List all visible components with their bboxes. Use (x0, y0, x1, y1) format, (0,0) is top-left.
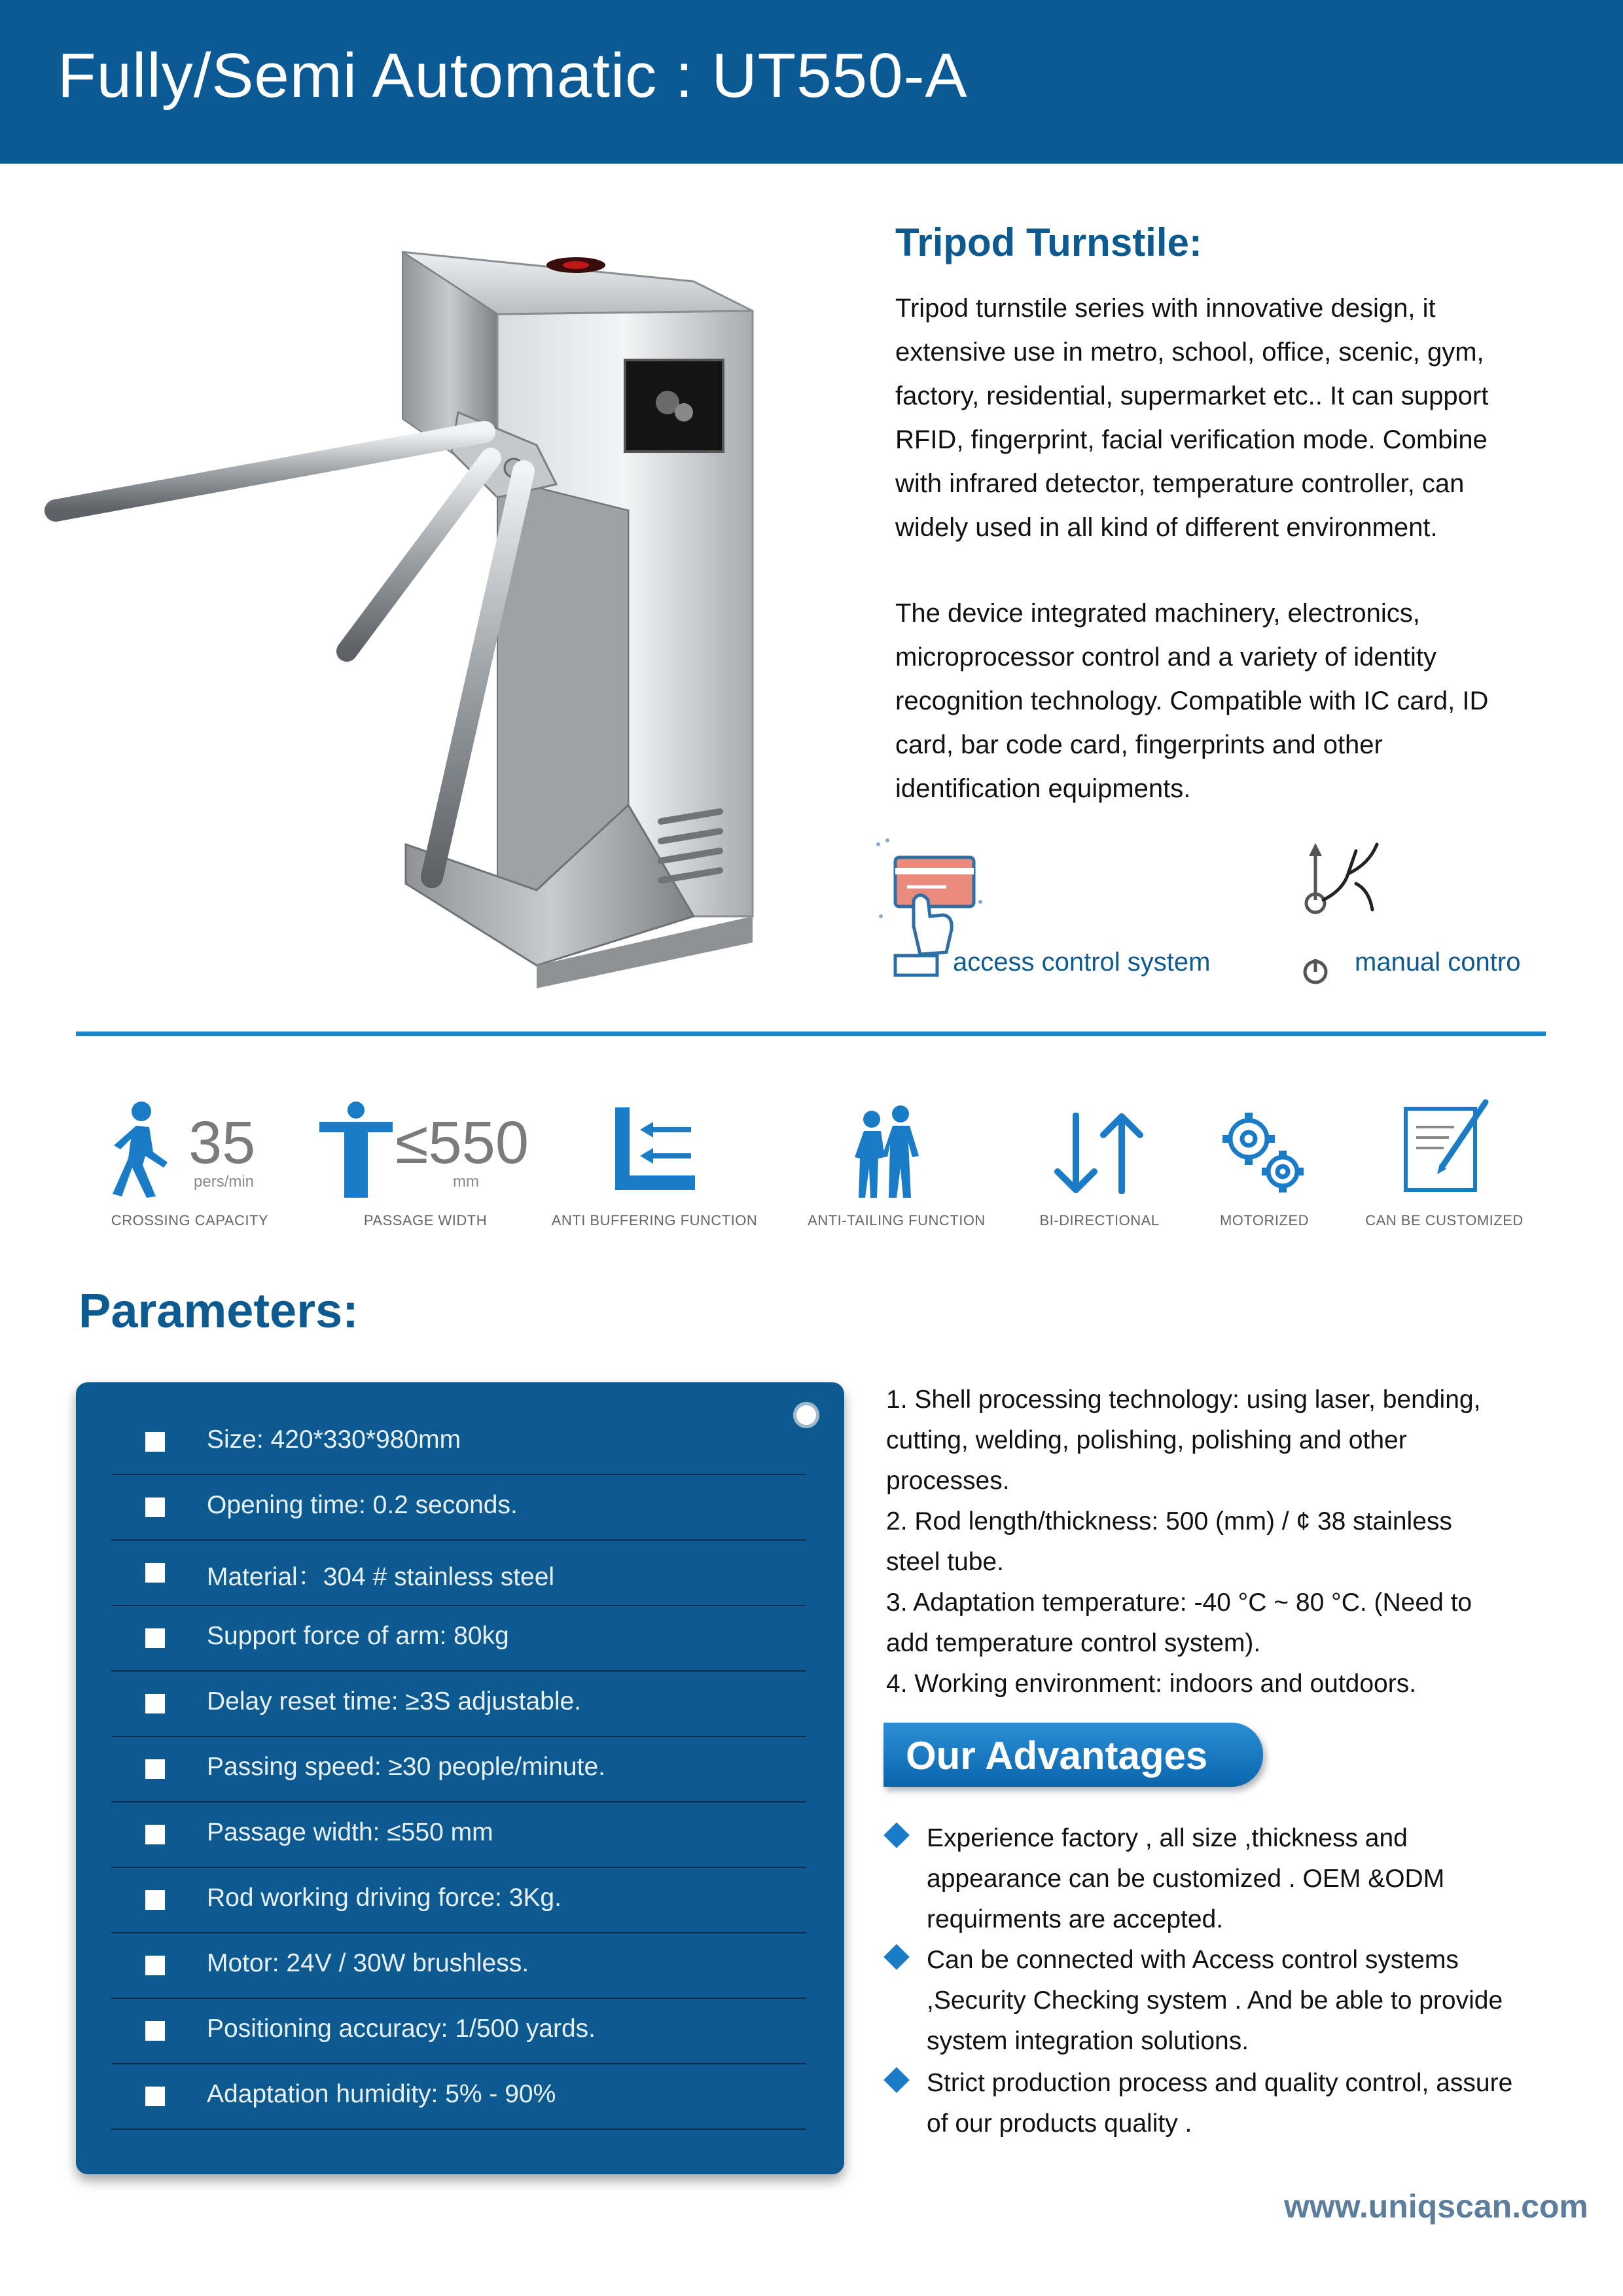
square-bullet-icon (145, 2087, 165, 2106)
advantage-line: Strict production process and quality control, assure (927, 2069, 1513, 2097)
intro-paragraph-1 (895, 287, 1550, 550)
parameter-row (111, 1932, 806, 1999)
text-line: identification equipments. (895, 774, 1191, 803)
advantage-line: requirments are accepted. (927, 1905, 1224, 1933)
advantage-item (927, 1818, 1568, 1940)
parameter-row (111, 1801, 806, 1868)
parameter-row (111, 1605, 806, 1672)
spec-line: 4. Working environment: indoors and outdoors. (886, 1670, 1417, 1698)
parameter-text: Material：304 # stainless steel (207, 1563, 555, 1591)
access-control-label: access control system (953, 948, 1211, 977)
square-bullet-icon (145, 2021, 165, 2041)
spec-line: 1. Shell processing technology: using laser, bending, (886, 1386, 1481, 1414)
up-down-arrows-icon (1050, 1113, 1148, 1194)
intro-paragraph-2 (895, 592, 1550, 811)
diamond-bullet-icon (883, 2067, 910, 2093)
spec-line: cutting, welding, polishing, polishing and other (886, 1426, 1407, 1454)
advantages-title: Our Advantages (906, 1734, 1208, 1778)
website-link[interactable]: www.uniqscan.com (1284, 2188, 1588, 2225)
square-bullet-icon (145, 1694, 165, 1713)
parameter-text: Adaptation humidity: 5% - 90% (207, 2080, 556, 2108)
anti-buffering-icon (613, 1107, 698, 1190)
motorized-label: MOTORIZED (1219, 1212, 1310, 1229)
advantage-line: ,Security Checking system . And be able to provide (927, 1986, 1503, 2015)
parameter-row (111, 1867, 806, 1933)
gears-icon (1219, 1109, 1308, 1198)
two-people-icon (851, 1105, 923, 1198)
advantage-item (927, 2063, 1568, 2144)
advantage-line: of our products quality . (927, 2109, 1192, 2138)
text-line: extensive use in metro, school, office, scenic, gym, (895, 338, 1484, 367)
passage-width-unit: mm (453, 1173, 479, 1191)
advantage-line: appearance can be customized . OEM &ODM (927, 1865, 1445, 1893)
text-line: card, bar code card, fingerprints and other (895, 730, 1383, 759)
parameter-row (111, 2063, 806, 2130)
text-line: recognition technology. Compatible with IC card, ID (895, 687, 1489, 715)
square-bullet-icon (145, 1498, 165, 1517)
square-bullet-icon (145, 1825, 165, 1844)
parameter-text: Rod working driving force: 3Kg. (207, 1884, 562, 1912)
parameter-row (111, 1539, 806, 1606)
square-bullet-icon (145, 1432, 165, 1452)
spec-line: 2. Rod length/thickness: 500 (mm) / ¢ 38 stainless (886, 1507, 1452, 1535)
parameter-text: Passing speed: ≥30 people/minute. (207, 1753, 605, 1781)
parameter-text: Size: 420*330*980mm (207, 1426, 461, 1454)
text-line: factory, residential, supermarket etc.. It can support (895, 382, 1489, 410)
document-pen-icon (1402, 1098, 1491, 1194)
parameter-text: Passage width: ≤550 mm (207, 1818, 493, 1846)
section-divider (76, 1031, 1546, 1036)
square-bullet-icon (145, 1563, 165, 1583)
spec-list (886, 1380, 1573, 1704)
spec-line: steel tube. (886, 1548, 1004, 1576)
customized-label: CAN BE CUSTOMIZED (1365, 1212, 1524, 1229)
text-line: Tripod turnstile series with innovative design, it (895, 294, 1436, 323)
passage-width-label: PASSAGE WIDTH (363, 1212, 488, 1229)
bidirectional-label: BI-DIRECTIONAL (1039, 1212, 1160, 1229)
parameter-row (111, 1670, 806, 1737)
person-arms-out-icon (319, 1101, 393, 1198)
advantage-line: system integration solutions. (927, 2027, 1249, 2055)
advantage-item (927, 1940, 1568, 2062)
diamond-bullet-icon (883, 1822, 910, 1848)
parameter-text: Delay reset time: ≥3S adjustable. (207, 1687, 582, 1715)
diamond-bullet-icon (883, 1944, 910, 1970)
parameter-text: Positioning accuracy: 1/500 yards. (207, 2015, 596, 2043)
text-line: microprocessor control and a variety of identity (895, 643, 1437, 672)
text-line: with infrared detector, temperature controller, can (895, 469, 1465, 498)
parameter-row (111, 1736, 806, 1803)
square-bullet-icon (145, 1759, 165, 1779)
crossing-capacity-label: CROSSING CAPACITY (111, 1212, 269, 1229)
parameter-row (111, 1998, 806, 2064)
text-line: widely used in all kind of different environment. (895, 513, 1438, 542)
square-bullet-icon (145, 1890, 165, 1910)
parameters-title: Parameters: (79, 1283, 359, 1338)
parameter-text: Motor: 24V / 30W brushless. (207, 1949, 529, 1977)
manual-control-label: manual contro (1355, 948, 1521, 977)
square-bullet-icon (145, 1628, 165, 1648)
parameter-row (111, 1474, 806, 1541)
spec-line: processes. (886, 1467, 1010, 1495)
spec-line: 3. Adaptation temperature: -40 °C ~ 80 °C. (Need to (886, 1588, 1472, 1617)
page-header (0, 0, 1623, 164)
walking-person-icon (102, 1100, 174, 1198)
advantage-line: Experience factory , all size ,thickness and (927, 1824, 1408, 1852)
text-line: The device integrated machinery, electronics, (895, 599, 1420, 628)
page-title: Fully/Semi Automatic : UT550-A (58, 41, 968, 111)
parameter-text: Support force of arm: 80kg (207, 1622, 509, 1650)
passage-width-value: ≤550 (395, 1109, 529, 1176)
square-bullet-icon (145, 1956, 165, 1975)
advantage-line: Can be connected with Access control systems (927, 1946, 1459, 1974)
parameter-row (111, 1408, 806, 1475)
crossing-capacity-unit: pers/min (194, 1173, 255, 1191)
intro-title: Tripod Turnstile: (895, 221, 1202, 264)
tripod-turnstile-image (39, 236, 812, 995)
parameter-text: Opening time: 0.2 seconds. (207, 1491, 518, 1519)
crossing-capacity-value: 35 (188, 1109, 256, 1176)
anti-tailing-label: ANTI-TAILING FUNCTION (808, 1212, 986, 1229)
anti-buffering-label: ANTI BUFFERING FUNCTION (551, 1212, 758, 1229)
spec-line: add temperature control system). (886, 1629, 1261, 1657)
advantages-banner (883, 1723, 1263, 1787)
text-line: RFID, fingerprint, facial verification mode. Combine (895, 425, 1488, 454)
